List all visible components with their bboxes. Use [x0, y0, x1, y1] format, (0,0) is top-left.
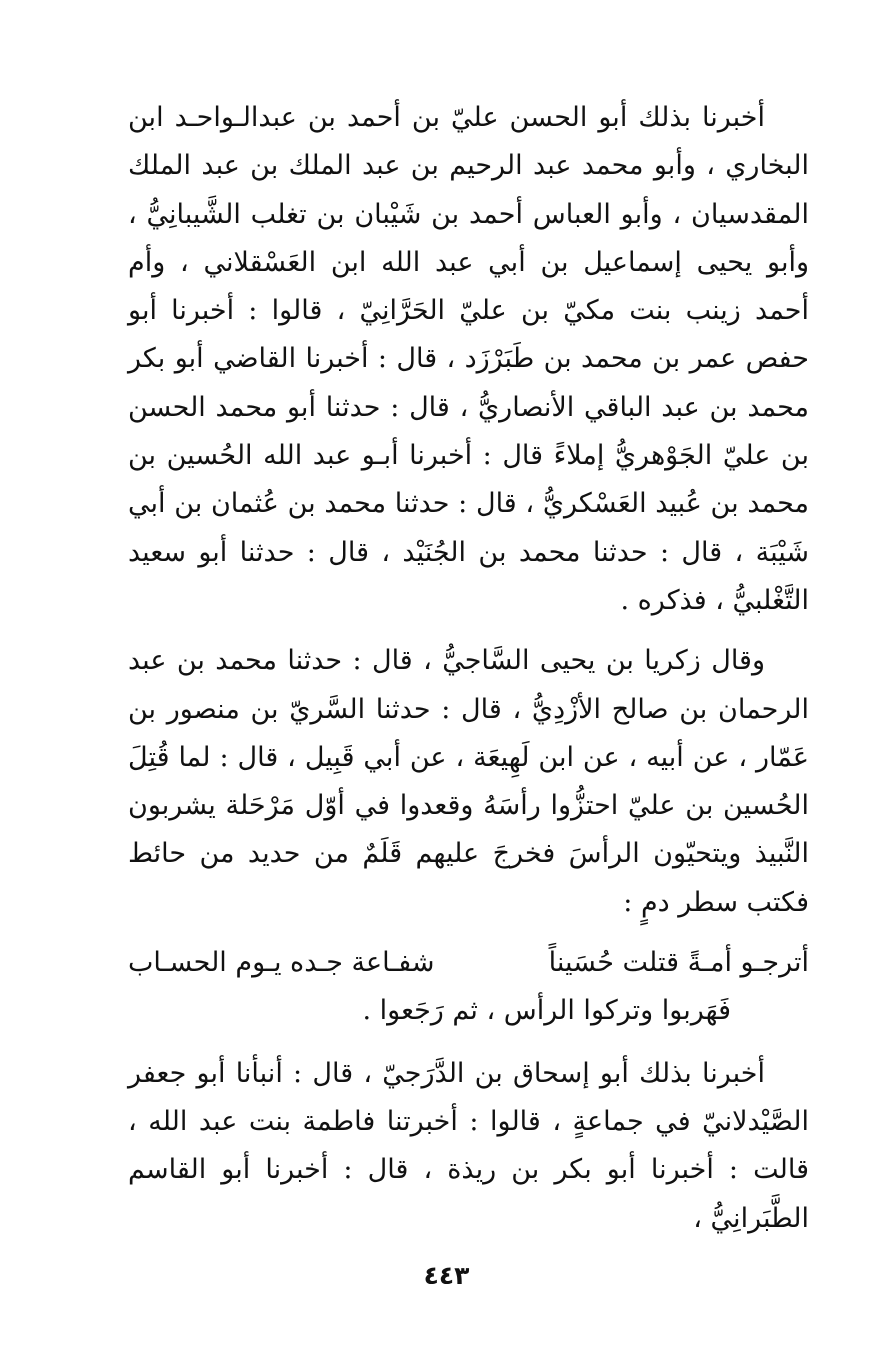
paragraph-3: [128, 1050, 809, 1243]
page-number: ٤٤٣: [423, 1261, 470, 1290]
after-verse-line: فَهَربوا وتركوا الرأس ، ثم رَجَعوا .: [362, 995, 731, 1027]
poetry-verse: [128, 939, 809, 987]
paragraph-1-text: أخبرنا بذلك أبو الحسن عليّ بن أحمد بن عبدالـواحـد ابن البخاري ، وأبو محمد عبد الرحيم بن عبد الملك بن عبد الملك المقدسيان ، وأبو العباس أحمد بن شَيْبان بن تغلب الشَّيبانِيُّ ، وأبو يحيى إسماعيل بن أبي عبد الله ابن العَسْقلاني ، وأم أحمد زينب بنت مكيّ بن عليّ الحَرَّانِيّ ، قالوا : أخبرنا أبو حفص عمر بن محمد بن طَبَرْزَد ، قال : أخبرنا القاضي أبو بكر محمد بن عبد الباقي الأنصاريُّ ، قال : حدثنا أبو محمد الحسن بن عليّ الجَوْهريُّ إملاءً قال : أخبرنا أبـو عبد الله الحُسين بن محمد بن عُبيد العَسْكريُّ ، قال : حدثنا محمد بن عُثمان بن أبي شَيْبَة ، قال : حدثنا محمد بن الجُنَيْد ، قال : حدثنا أبو سعيد التَّغْلبيُّ ، فذكره .: [128, 102, 809, 616]
verse-second-hemistich: شفـاعة جـده يـوم الحسـاب: [128, 947, 435, 979]
paragraph-2-text: وقال زكريا بن يحيى السَّاجيُّ ، قال : حدثنا محمد بن عبد الرحمان بن صالح الأزْدِيُّ ، قال : حدثنا السَّريّ بن منصور بن عَمّار ، عن أبيه ، عن ابن لَهِيعَة ، عن أبي قَبِيل ، قال : لما قُتِلَ الحُسين بن عليّ احتزُّوا رأسَهُ وقعدوا في أوّل مَرْحَلة يشربون النَّبيذ ويتحيّون الرأسَ فخرجَ عليهم قَلَمٌ من حديد من حائط فكتب سطر دمٍ :: [128, 645, 809, 918]
page-body: [128, 94, 809, 1238]
paragraph-3-text: أخبرنا بذلك أبو إسحاق بن الدَّرَجيّ ، قال : أنبأنا أبو جعفر الصَّيْدلانيّ في جماعةٍ ، قالوا : أخبرتنا فاطمة بنت عبد الله ، قالت : أخبرنا أبو بكر بن ريذة ، قال : أخبرنا أبو القاسم الطَّبَرانِيُّ ،: [128, 1057, 809, 1234]
verse-first-hemistich: أترجـو أمـةً قتلت حُسَيناً: [548, 947, 809, 979]
paragraph-2: [128, 637, 809, 927]
paragraph-1: [128, 94, 809, 625]
